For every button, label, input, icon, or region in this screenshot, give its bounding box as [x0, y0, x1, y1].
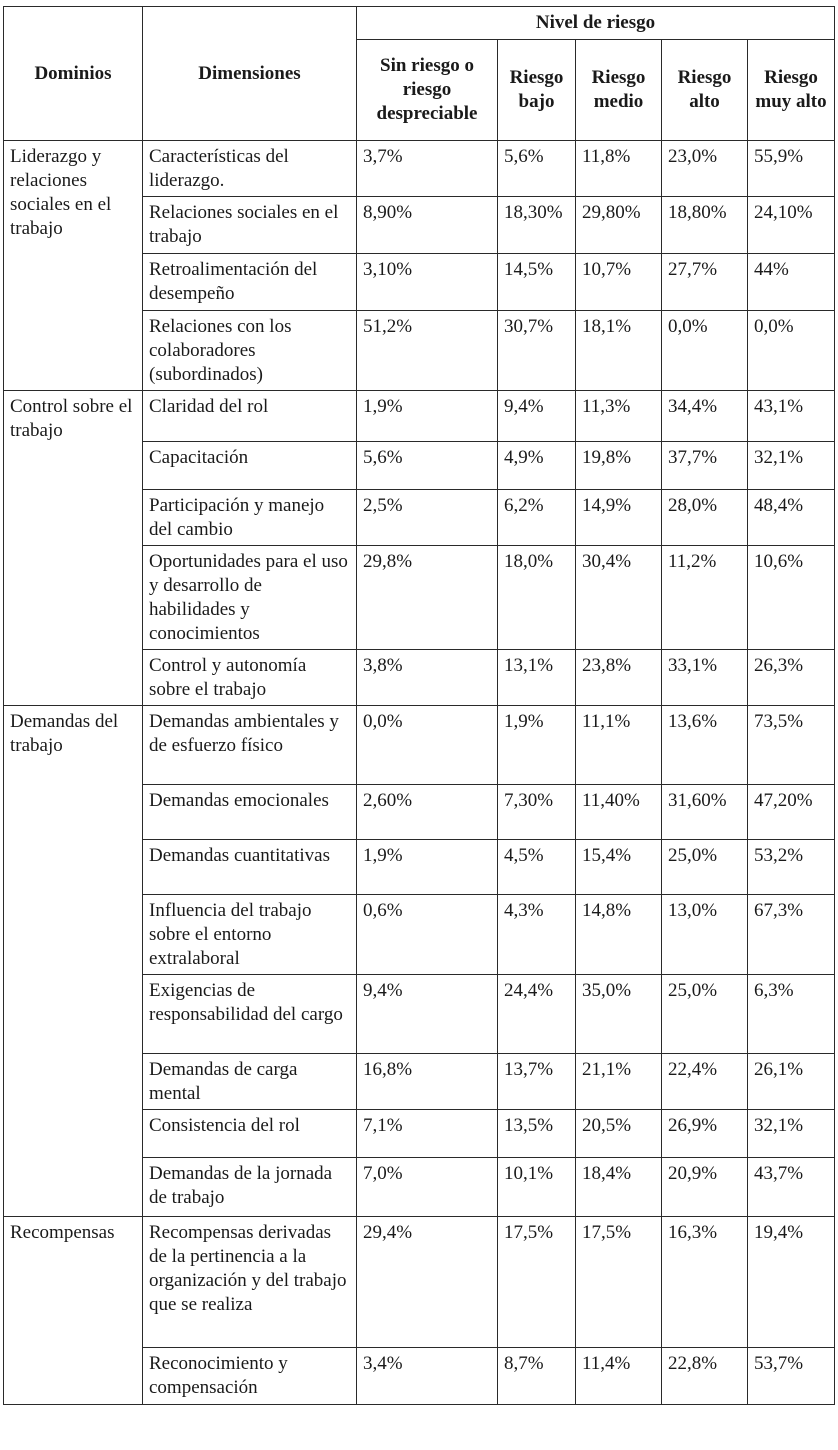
- value-low-cell: 6,2%: [498, 490, 576, 546]
- value-high-cell: 25,0%: [662, 975, 748, 1054]
- header-level-low: Riesgo bajo: [498, 40, 576, 141]
- domain-cell: Control sobre el trabajo: [4, 391, 143, 706]
- value-high-cell: 34,4%: [662, 391, 748, 442]
- header-level-very-high: Riesgo muy alto: [748, 40, 835, 141]
- value-low-cell: 4,3%: [498, 895, 576, 975]
- value-low-cell: 5,6%: [498, 141, 576, 197]
- value-high-cell: 26,9%: [662, 1110, 748, 1158]
- value-very-high-cell: 19,4%: [748, 1217, 835, 1348]
- value-high-cell: 18,80%: [662, 197, 748, 254]
- value-medium-cell: 21,1%: [576, 1054, 662, 1110]
- dimension-cell: Demandas emocionales: [143, 785, 357, 840]
- value-medium-cell: 10,7%: [576, 254, 662, 311]
- value-medium-cell: 11,40%: [576, 785, 662, 840]
- value-very-high-cell: 6,3%: [748, 975, 835, 1054]
- value-very-high-cell: 32,1%: [748, 442, 835, 490]
- domain-cell: Liderazgo y relaciones sociales en el trabajo: [4, 141, 143, 391]
- value-none-cell: 0,6%: [357, 895, 498, 975]
- header-level-medium: Riesgo medio: [576, 40, 662, 141]
- value-high-cell: 22,4%: [662, 1054, 748, 1110]
- dimension-cell: Demandas de carga mental: [143, 1054, 357, 1110]
- value-medium-cell: 29,80%: [576, 197, 662, 254]
- value-medium-cell: 17,5%: [576, 1217, 662, 1348]
- value-none-cell: 7,1%: [357, 1110, 498, 1158]
- value-high-cell: 31,60%: [662, 785, 748, 840]
- dimension-cell: Retroalimentación del desempeño: [143, 254, 357, 311]
- table-body: [4, 141, 835, 1405]
- value-none-cell: 7,0%: [357, 1158, 498, 1217]
- value-medium-cell: 11,3%: [576, 391, 662, 442]
- value-high-cell: 13,6%: [662, 706, 748, 785]
- value-low-cell: 30,7%: [498, 311, 576, 391]
- value-low-cell: 4,5%: [498, 840, 576, 895]
- value-medium-cell: 35,0%: [576, 975, 662, 1054]
- value-none-cell: 1,9%: [357, 840, 498, 895]
- value-low-cell: 8,7%: [498, 1348, 576, 1405]
- header-domains: Dominios: [4, 7, 143, 141]
- value-medium-cell: 23,8%: [576, 650, 662, 706]
- table-row: [4, 141, 835, 197]
- value-very-high-cell: 10,6%: [748, 546, 835, 650]
- value-high-cell: 23,0%: [662, 141, 748, 197]
- dimension-cell: Control y autonomía sobre el trabajo: [143, 650, 357, 706]
- value-high-cell: 33,1%: [662, 650, 748, 706]
- value-very-high-cell: 26,1%: [748, 1054, 835, 1110]
- risk-level-table: [3, 6, 835, 1405]
- dimension-cell: Claridad del rol: [143, 391, 357, 442]
- header-level-high: Riesgo alto: [662, 40, 748, 141]
- dimension-cell: Participación y manejo del cambio: [143, 490, 357, 546]
- value-very-high-cell: 44%: [748, 254, 835, 311]
- table-row: [4, 1217, 835, 1348]
- value-high-cell: 20,9%: [662, 1158, 748, 1217]
- header-risk-level: Nivel de riesgo: [357, 7, 835, 40]
- value-low-cell: 17,5%: [498, 1217, 576, 1348]
- table-row: [4, 391, 835, 442]
- value-none-cell: 2,60%: [357, 785, 498, 840]
- value-medium-cell: 30,4%: [576, 546, 662, 650]
- dimension-cell: Capacitación: [143, 442, 357, 490]
- value-low-cell: 1,9%: [498, 706, 576, 785]
- value-none-cell: 3,4%: [357, 1348, 498, 1405]
- value-low-cell: 18,30%: [498, 197, 576, 254]
- dimension-cell: Demandas de la jornada de trabajo: [143, 1158, 357, 1217]
- value-low-cell: 14,5%: [498, 254, 576, 311]
- value-medium-cell: 11,1%: [576, 706, 662, 785]
- value-high-cell: 16,3%: [662, 1217, 748, 1348]
- value-medium-cell: 11,4%: [576, 1348, 662, 1405]
- value-very-high-cell: 24,10%: [748, 197, 835, 254]
- dimension-cell: Consistencia del rol: [143, 1110, 357, 1158]
- value-none-cell: 8,90%: [357, 197, 498, 254]
- value-none-cell: 29,8%: [357, 546, 498, 650]
- value-medium-cell: 18,4%: [576, 1158, 662, 1217]
- value-medium-cell: 19,8%: [576, 442, 662, 490]
- value-low-cell: 24,4%: [498, 975, 576, 1054]
- value-very-high-cell: 32,1%: [748, 1110, 835, 1158]
- value-high-cell: 22,8%: [662, 1348, 748, 1405]
- value-medium-cell: 14,8%: [576, 895, 662, 975]
- value-very-high-cell: 48,4%: [748, 490, 835, 546]
- value-very-high-cell: 47,20%: [748, 785, 835, 840]
- value-very-high-cell: 53,7%: [748, 1348, 835, 1405]
- value-high-cell: 37,7%: [662, 442, 748, 490]
- value-none-cell: 16,8%: [357, 1054, 498, 1110]
- value-medium-cell: 15,4%: [576, 840, 662, 895]
- value-medium-cell: 18,1%: [576, 311, 662, 391]
- value-very-high-cell: 0,0%: [748, 311, 835, 391]
- value-low-cell: 13,5%: [498, 1110, 576, 1158]
- value-very-high-cell: 55,9%: [748, 141, 835, 197]
- dimension-cell: Reconocimiento y compensación: [143, 1348, 357, 1405]
- value-high-cell: 11,2%: [662, 546, 748, 650]
- value-very-high-cell: 73,5%: [748, 706, 835, 785]
- value-none-cell: 3,10%: [357, 254, 498, 311]
- dimension-cell: Demandas cuantitativas: [143, 840, 357, 895]
- value-very-high-cell: 53,2%: [748, 840, 835, 895]
- dimension-cell: Influencia del trabajo sobre el entorno extralaboral: [143, 895, 357, 975]
- value-medium-cell: 14,9%: [576, 490, 662, 546]
- dimension-cell: Relaciones con los colaboradores (subordinados): [143, 311, 357, 391]
- header-dimensions: Dimensiones: [143, 7, 357, 141]
- value-low-cell: 4,9%: [498, 442, 576, 490]
- value-low-cell: 13,1%: [498, 650, 576, 706]
- value-low-cell: 13,7%: [498, 1054, 576, 1110]
- value-very-high-cell: 43,7%: [748, 1158, 835, 1217]
- value-none-cell: 29,4%: [357, 1217, 498, 1348]
- value-none-cell: 3,7%: [357, 141, 498, 197]
- value-high-cell: 13,0%: [662, 895, 748, 975]
- value-low-cell: 7,30%: [498, 785, 576, 840]
- value-none-cell: 9,4%: [357, 975, 498, 1054]
- dimension-cell: Demandas ambientales y de esfuerzo físico: [143, 706, 357, 785]
- domain-cell: Demandas del trabajo: [4, 706, 143, 1217]
- value-medium-cell: 11,8%: [576, 141, 662, 197]
- dimension-cell: Exigencias de responsabilidad del cargo: [143, 975, 357, 1054]
- value-high-cell: 25,0%: [662, 840, 748, 895]
- value-low-cell: 18,0%: [498, 546, 576, 650]
- table-row: [4, 706, 835, 785]
- dimension-cell: Características del liderazgo.: [143, 141, 357, 197]
- header-level-none: Sin riesgo o riesgo despreciable: [357, 40, 498, 141]
- value-medium-cell: 20,5%: [576, 1110, 662, 1158]
- value-high-cell: 28,0%: [662, 490, 748, 546]
- value-none-cell: 51,2%: [357, 311, 498, 391]
- value-high-cell: 0,0%: [662, 311, 748, 391]
- dimension-cell: Oportunidades para el uso y desarrollo de habilidades y conocimientos: [143, 546, 357, 650]
- value-none-cell: 0,0%: [357, 706, 498, 785]
- value-high-cell: 27,7%: [662, 254, 748, 311]
- value-none-cell: 1,9%: [357, 391, 498, 442]
- domain-cell: Recompensas: [4, 1217, 143, 1405]
- value-low-cell: 9,4%: [498, 391, 576, 442]
- value-none-cell: 3,8%: [357, 650, 498, 706]
- value-very-high-cell: 43,1%: [748, 391, 835, 442]
- value-none-cell: 5,6%: [357, 442, 498, 490]
- value-very-high-cell: 67,3%: [748, 895, 835, 975]
- dimension-cell: Relaciones sociales en el trabajo: [143, 197, 357, 254]
- value-very-high-cell: 26,3%: [748, 650, 835, 706]
- value-none-cell: 2,5%: [357, 490, 498, 546]
- dimension-cell: Recompensas derivadas de la pertinencia a la organización y del trabajo que se realiza: [143, 1217, 357, 1348]
- value-low-cell: 10,1%: [498, 1158, 576, 1217]
